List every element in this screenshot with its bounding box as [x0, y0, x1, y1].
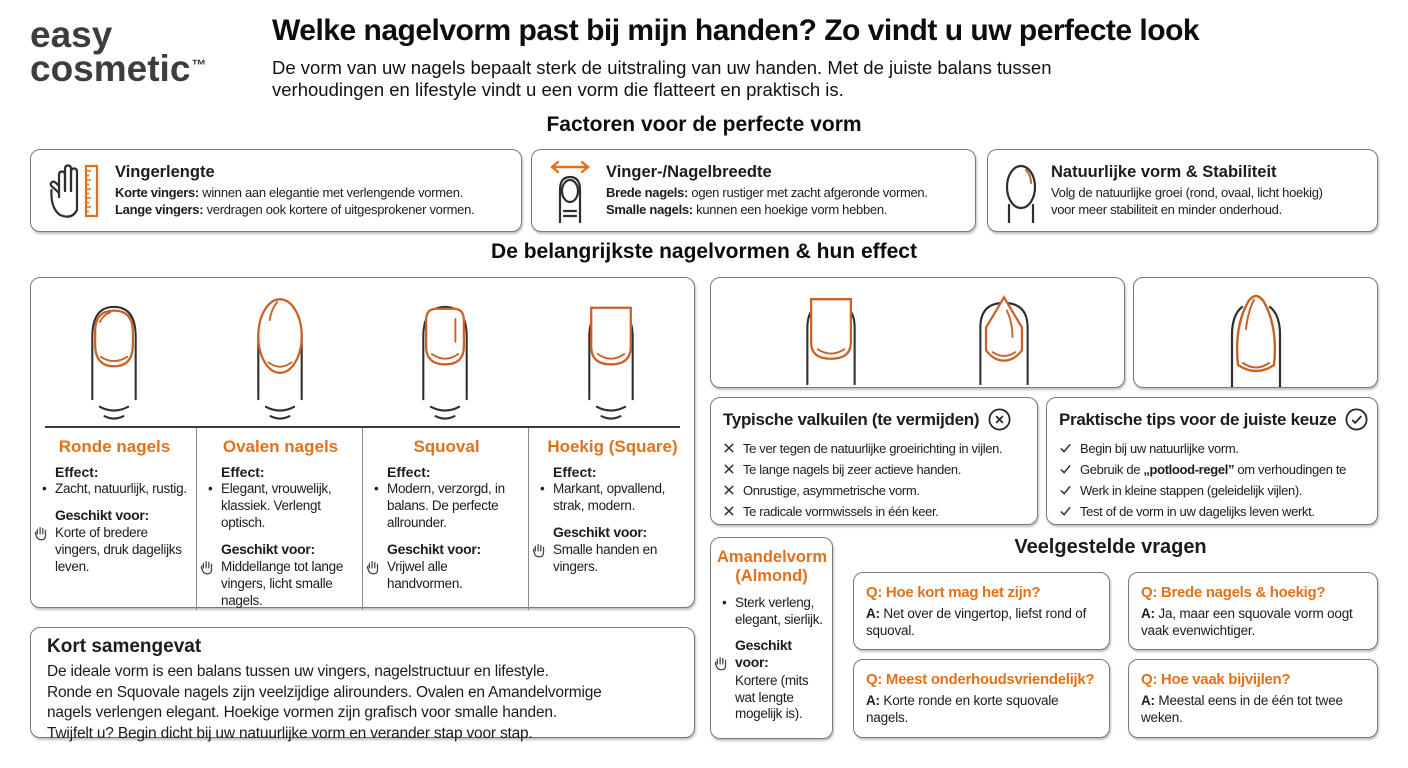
factor-title: Natuurlijke vorm & Stabiliteit: [1051, 162, 1277, 181]
faq-card-4: [1128, 659, 1378, 738]
hand-mini-icon: [712, 654, 730, 672]
shapes-section-heading: De belangrijkste nagelvormen & hun effect: [491, 240, 917, 263]
faq-question: Q: Hoe vaak bijvijlen?: [1141, 671, 1291, 688]
factor-line: Korte vingers: winnen aan elegantie met verlengende vormen.: [115, 184, 463, 200]
factor-card-nagelbreedte: [531, 149, 976, 232]
pitfall-item: Te radicale vormwissels in één keer.: [723, 501, 1025, 522]
trademark-symbol: ™: [191, 56, 207, 74]
easycosmetic-logo: [30, 14, 207, 90]
faq-answer: A: Meestal eens in de één tot twee weken.: [1141, 693, 1343, 726]
shape-column-squoval: Squoval Effect: • Modern, verzorgd, in balans. De perfecte allrounder. Geschikt voor: Vrijwel alle handvormen.: [362, 428, 528, 610]
shape-column-ovalen: Ovalen nagels Effect: • Elegant, vrouwelijk, klassiek. Verlengt optisch. Geschikt voor: Middellange tot lange vingers, licht smalle nagels.: [196, 428, 362, 610]
faq-question: Q: Brede nagels & hoekig?: [1141, 584, 1326, 601]
shape-column-hoekig: Hoekig (Square) Effect: • Markant, opvallend, strak, modern. Geschikt voor: Smalle handen en vingers.: [528, 428, 694, 610]
shape-name: Hoekig (Square): [547, 437, 678, 456]
shape-name: Ovalen nagels: [222, 437, 339, 456]
hand-mini-icon: [198, 558, 216, 576]
pitfall-item: Onrustige, asymmetrische vorm.: [723, 480, 1025, 501]
almond-info-card: Amandelvorm (Almond) • Sterk verleng, elegant, sierlijk. Geschikt voor: Kortere (mits wat lengte mogelijk is).: [710, 537, 833, 739]
oval-nail-illustration: [197, 288, 363, 426]
shape-column-ronde: Ronde nagels Effect: • Zacht, natuurlijk, rustig. Geschikt voor: Korte of bredere vingers, druk dagelijks leven.: [31, 428, 196, 610]
nail-shape-illustrations: [31, 278, 694, 426]
x-mark-icon: [723, 484, 735, 496]
square-nail-illustration: [528, 288, 694, 426]
check-mark-icon: [1059, 442, 1072, 454]
faq-card-2: [1128, 572, 1378, 650]
check-mark-icon: [1059, 463, 1072, 475]
almond-shape-card: [1133, 277, 1378, 388]
logo-line-2: cosmetic™: [30, 48, 207, 90]
factor-line: Volg de natuurlijke groei (rond, ovaal, licht hoekig): [1051, 184, 1323, 200]
hand-mini-icon: [32, 524, 50, 542]
summary-title: Kort samengevat: [47, 636, 202, 657]
factor-line: Smalle nagels: kunnen een hoekige vorm hebben.: [606, 202, 888, 217]
pitfall-item: Te ver tegen de natuurlijke groeirichting in vijlen.: [723, 438, 1025, 459]
faq-question: Q: Meest onderhoudsvriendelijk?: [866, 671, 1095, 688]
page-subtitle: De vorm van uw nagels bepaalt sterk de uitstraling van uw handen. Met de juiste balans tussen verhoudingen en lifestyle vindt u een vorm die flatteert en praktisch is.: [272, 57, 1052, 101]
pitfall-item: Te lange nagels bij zeer actieve handen.: [723, 459, 1025, 480]
tip-item: Begin bij uw natuurlijke vorm.: [1059, 438, 1365, 459]
hand-mini-icon: [530, 541, 548, 559]
circled-x-icon: [987, 407, 1012, 432]
hand-ruler-icon: [45, 161, 103, 221]
tip-item: Werk in kleine stappen (geleidelijk vijlen).: [1059, 480, 1365, 501]
summary-card: Kort samengevat De ideale vorm is een balans tussen uw vingers, nagelstructuur en lifestyle. Ronde en Squovale nagels zijn veelzijdige alirounders. Ovalen en Amandelvormige nagels verlengen elegant. Hoekige vormen zijn grafisch voor smalle handen. Twijfelt u? Begin dicht bij uw natuurlijke vorm en verander stap voor stap.: [30, 627, 695, 738]
circled-check-icon: [1344, 407, 1369, 432]
tips-card: [1046, 397, 1378, 525]
check-mark-icon: [1059, 505, 1072, 517]
factor-line: Brede nagels: ogen rustiger met zacht afgeronde vormen.: [606, 184, 928, 200]
page-title: Welke nagelvorm past bij mijn handen? Zo vindt u uw perfecte look: [272, 14, 1200, 47]
long-square-nail-illustration: [779, 289, 883, 385]
pitfalls-title: Typische valkuilen (te vermijden): [723, 409, 980, 429]
shape-name: Ronde nagels: [58, 437, 171, 456]
check-mark-icon: [1059, 484, 1072, 496]
factor-card-vingerlengte: [30, 149, 522, 232]
factor-line: Lange vingers: verdragen ook kortere of uitgesprokener vormen.: [115, 202, 475, 217]
logo-line-1: easy: [30, 14, 113, 55]
tip-item: Gebruik de „potlood-regel” om verhoudingen te: [1059, 459, 1365, 480]
faq-section-heading: Veelgestelde vragen: [1014, 536, 1207, 558]
nail-shapes-card: [30, 277, 695, 608]
tip-item: Test of de vorm in uw dagelijks leven werkt.: [1059, 501, 1365, 522]
x-mark-icon: [723, 505, 735, 517]
factor-card-natuurlijke-vorm: [987, 149, 1378, 232]
shape-name: Squoval: [413, 437, 480, 456]
factor-title: Vingerlengte: [115, 162, 215, 181]
almond-nail-illustration: [1196, 287, 1316, 387]
pitfalls-card: [710, 397, 1038, 525]
pointed-nail-illustration: [952, 289, 1056, 385]
factor-line: voor meer stabiliteit en minder onderhoud.: [1051, 202, 1282, 217]
hand-mini-icon: [364, 558, 382, 576]
extra-shapes-card: [710, 277, 1125, 388]
natural-nail-icon: [998, 159, 1042, 223]
factors-section-heading: Factoren voor de perfecte vorm: [546, 113, 862, 136]
tips-title: Praktische tips voor de juiste keuze: [1059, 409, 1337, 429]
faq-answer: A: Korte ronde en korte squovale nagels.: [866, 693, 1059, 726]
x-mark-icon: [723, 463, 735, 475]
faq-answer: A: Ja, maar een squovale vorm oogt vaak evenwichtiger.: [1141, 606, 1353, 639]
round-nail-illustration: [31, 288, 197, 426]
faq-answer: A: Net over de vingertop, liefst rond of squoval.: [866, 606, 1087, 639]
squoval-nail-illustration: [363, 288, 529, 426]
finger-width-arrow-icon: [546, 159, 594, 223]
faq-question: Q: Hoe kort mag het zijn?: [866, 584, 1041, 601]
almond-title: Amandelvorm (Almond): [717, 548, 828, 585]
x-mark-icon: [723, 442, 735, 454]
faq-card-1: [853, 572, 1110, 650]
faq-card-3: [853, 659, 1110, 738]
factor-title: Vinger-/Nagelbreedte: [606, 162, 772, 181]
